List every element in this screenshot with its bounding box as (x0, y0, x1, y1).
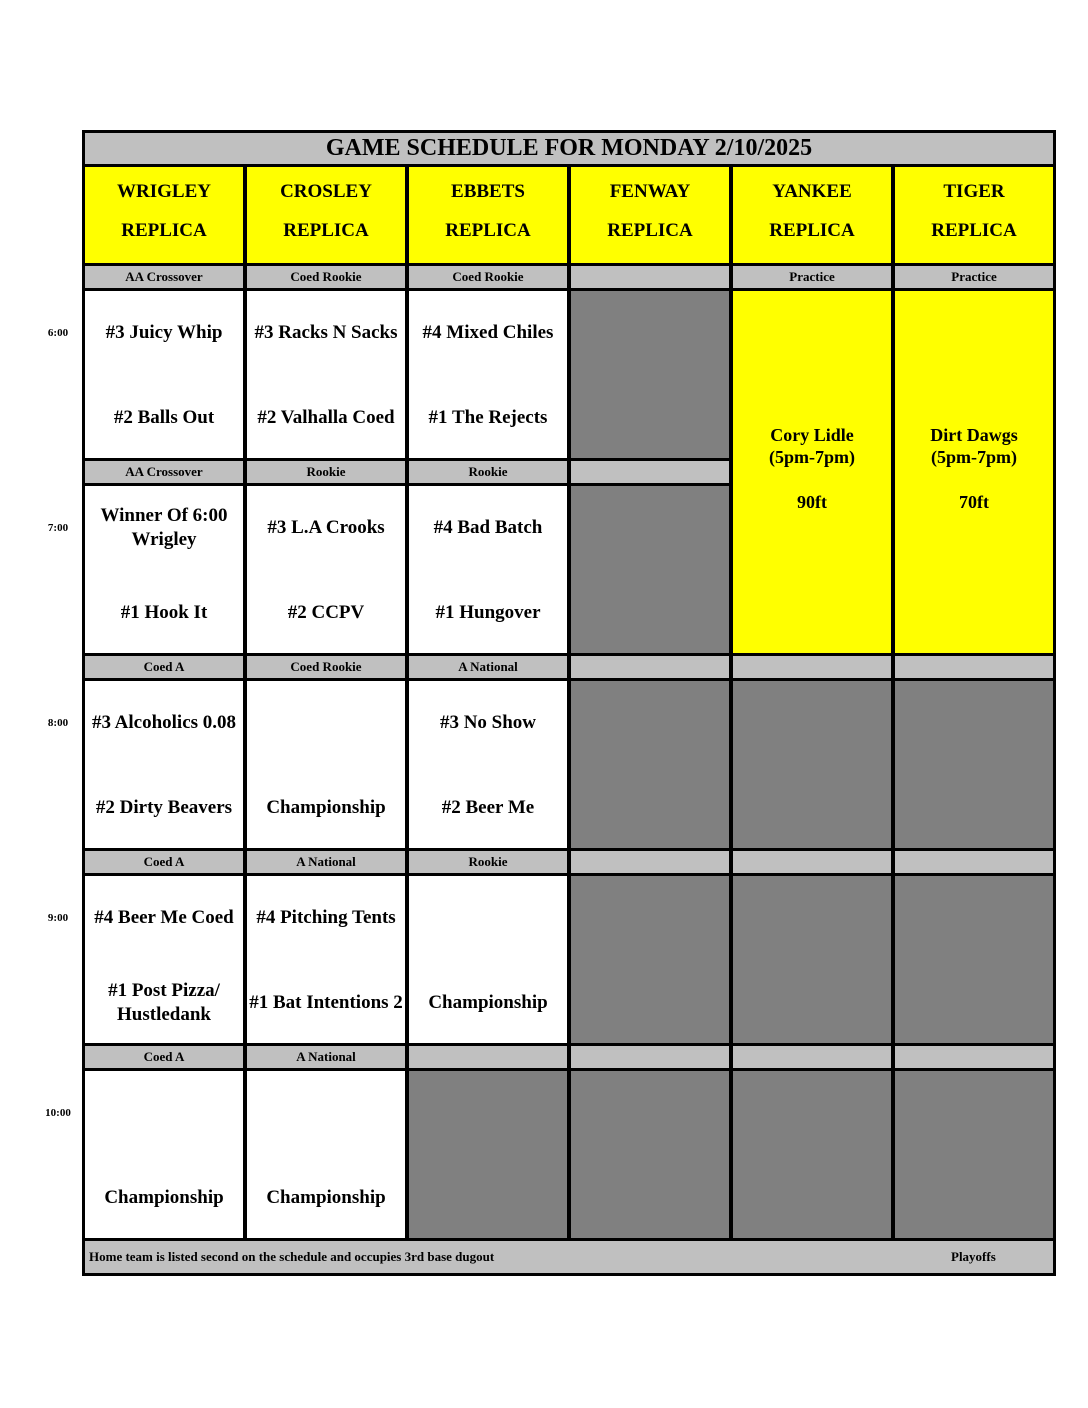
game-cell (247, 486, 405, 653)
time-label: 10:00 (45, 1107, 71, 1119)
empty-slot (571, 681, 729, 848)
field-header-tiger (895, 167, 1053, 263)
game-cell (409, 486, 567, 653)
away-team: Winner Of 6:00 Wrigley (100, 505, 228, 550)
division-label (571, 1046, 729, 1068)
away-team (247, 698, 405, 748)
division-label: Practice (895, 266, 1053, 288)
division-label: Coed Rookie (247, 266, 405, 288)
division-label: Rookie (409, 461, 567, 483)
time-label: 7:00 (47, 522, 69, 534)
empty-slot (571, 876, 729, 1043)
empty-slot (571, 375, 729, 458)
division-label: Coed A (85, 1046, 243, 1068)
home-team: #2 CCPV (287, 602, 365, 624)
division-label (571, 266, 729, 288)
away-team (409, 893, 567, 943)
division-label: Rookie (247, 461, 405, 483)
home-team-note: Home team is listed second on the schedule and occupies 3rd base dugout (89, 1249, 495, 1265)
division-label (571, 461, 729, 483)
division-label: Rookie (409, 851, 567, 873)
empty-slot (733, 1071, 891, 1238)
field-header-yankee (733, 167, 891, 263)
practice-distance: 70ft (959, 492, 989, 513)
practice-hours: (5pm-7pm) (931, 446, 1017, 467)
field-name: YANKEE (772, 181, 852, 202)
game-cell (409, 876, 567, 1043)
field-header-crosley (247, 167, 405, 263)
field-sub: REPLICA (607, 219, 693, 241)
division-label (895, 851, 1053, 873)
field-name: CROSLEY (280, 181, 372, 202)
game-cell (247, 291, 405, 458)
practice-distance: 90ft (797, 492, 827, 513)
home-team: Championship (266, 1187, 386, 1209)
game-cell (85, 291, 243, 458)
game-cell (247, 1071, 405, 1238)
field-header-fenway (571, 167, 729, 263)
practice-hours: (5pm-7pm) (769, 446, 855, 467)
home-team: #1 Post Pizza/ Hustledank (108, 980, 220, 1025)
division-label: Coed Rookie (409, 266, 567, 288)
division-label (733, 656, 891, 678)
practice-block-yankee (733, 291, 891, 653)
away-team: #4 Beer Me Coed (94, 907, 234, 929)
practice-team: Dirt Dawgs (930, 425, 1018, 445)
home-team: Championship (266, 797, 386, 819)
time-label: 6:00 (47, 327, 69, 339)
game-cell (85, 1071, 243, 1238)
footer-bar (85, 1241, 1053, 1273)
division-label: A National (409, 656, 567, 678)
division-label (895, 656, 1053, 678)
division-label: Coed A (85, 656, 243, 678)
home-team: Championship (428, 992, 548, 1014)
home-team: #2 Beer Me (441, 797, 535, 819)
division-label (571, 656, 729, 678)
home-team: #2 Valhalla Coed (257, 407, 395, 429)
field-name: WRIGLEY (117, 181, 211, 202)
division-label (733, 851, 891, 873)
playoffs-label: Playoffs (951, 1249, 996, 1265)
game-cell (85, 486, 243, 653)
home-team: #1 The Rejects (428, 407, 548, 429)
home-team: #1 Hook It (120, 602, 208, 624)
empty-slot (409, 1071, 567, 1238)
away-team: #3 Racks N Sacks (254, 322, 398, 344)
field-name: TIGER (943, 181, 1005, 202)
empty-slot (733, 681, 891, 848)
practice-team: Cory Lidle (770, 425, 854, 445)
game-cell (247, 876, 405, 1043)
field-sub: REPLICA (445, 219, 531, 241)
empty-slot (733, 876, 891, 1043)
empty-slot (895, 876, 1053, 1043)
field-header-wrigley (85, 167, 243, 263)
empty-slot (571, 291, 729, 375)
division-label: Coed Rookie (247, 656, 405, 678)
away-team: #3 No Show (439, 712, 537, 734)
division-label: A National (247, 851, 405, 873)
home-team: Championship (104, 1187, 224, 1209)
division-label: AA Crossover (85, 266, 243, 288)
away-team (247, 1088, 405, 1138)
field-sub: REPLICA (121, 219, 207, 241)
field-name: EBBETS (451, 181, 525, 202)
division-label: Coed A (85, 851, 243, 873)
empty-slot (895, 681, 1053, 848)
division-label (409, 1046, 567, 1068)
home-team: #2 Balls Out (113, 407, 215, 429)
division-label: A National (247, 1046, 405, 1068)
division-label (895, 1046, 1053, 1068)
field-sub: REPLICA (283, 219, 369, 241)
away-team (85, 1088, 243, 1138)
game-cell (409, 681, 567, 848)
empty-slot (571, 1071, 729, 1238)
division-label: Practice (733, 266, 891, 288)
game-cell (85, 876, 243, 1043)
game-cell (409, 291, 567, 458)
schedule-table (82, 130, 1056, 1276)
away-team: #3 Juicy Whip (105, 322, 223, 344)
game-cell (247, 681, 405, 848)
time-label: 8:00 (47, 717, 69, 729)
division-label (733, 1046, 891, 1068)
away-team: #4 Pitching Tents (256, 907, 396, 929)
home-team: #2 Dirty Beavers (95, 797, 233, 819)
game-cell (85, 681, 243, 848)
field-header-ebbets (409, 167, 567, 263)
schedule-title: GAME SCHEDULE FOR MONDAY 2/10/2025 (85, 133, 1053, 164)
away-team: #4 Bad Batch (433, 517, 543, 539)
practice-block-tiger (895, 291, 1053, 653)
away-team: #4 Mixed Chiles (422, 322, 554, 344)
division-label (571, 851, 729, 873)
away-team: #3 L.A Crooks (267, 517, 385, 539)
division-label: AA Crossover (85, 461, 243, 483)
empty-slot (571, 486, 729, 653)
field-sub: REPLICA (931, 219, 1017, 241)
field-name: FENWAY (609, 181, 691, 202)
empty-slot (895, 1071, 1053, 1238)
time-label: 9:00 (47, 912, 69, 924)
away-team: #3 Alcoholics 0.08 (91, 712, 237, 734)
home-team: #1 Bat Intentions 2 (249, 992, 403, 1014)
field-sub: REPLICA (769, 219, 855, 241)
home-team: #1 Hungover (435, 602, 541, 624)
